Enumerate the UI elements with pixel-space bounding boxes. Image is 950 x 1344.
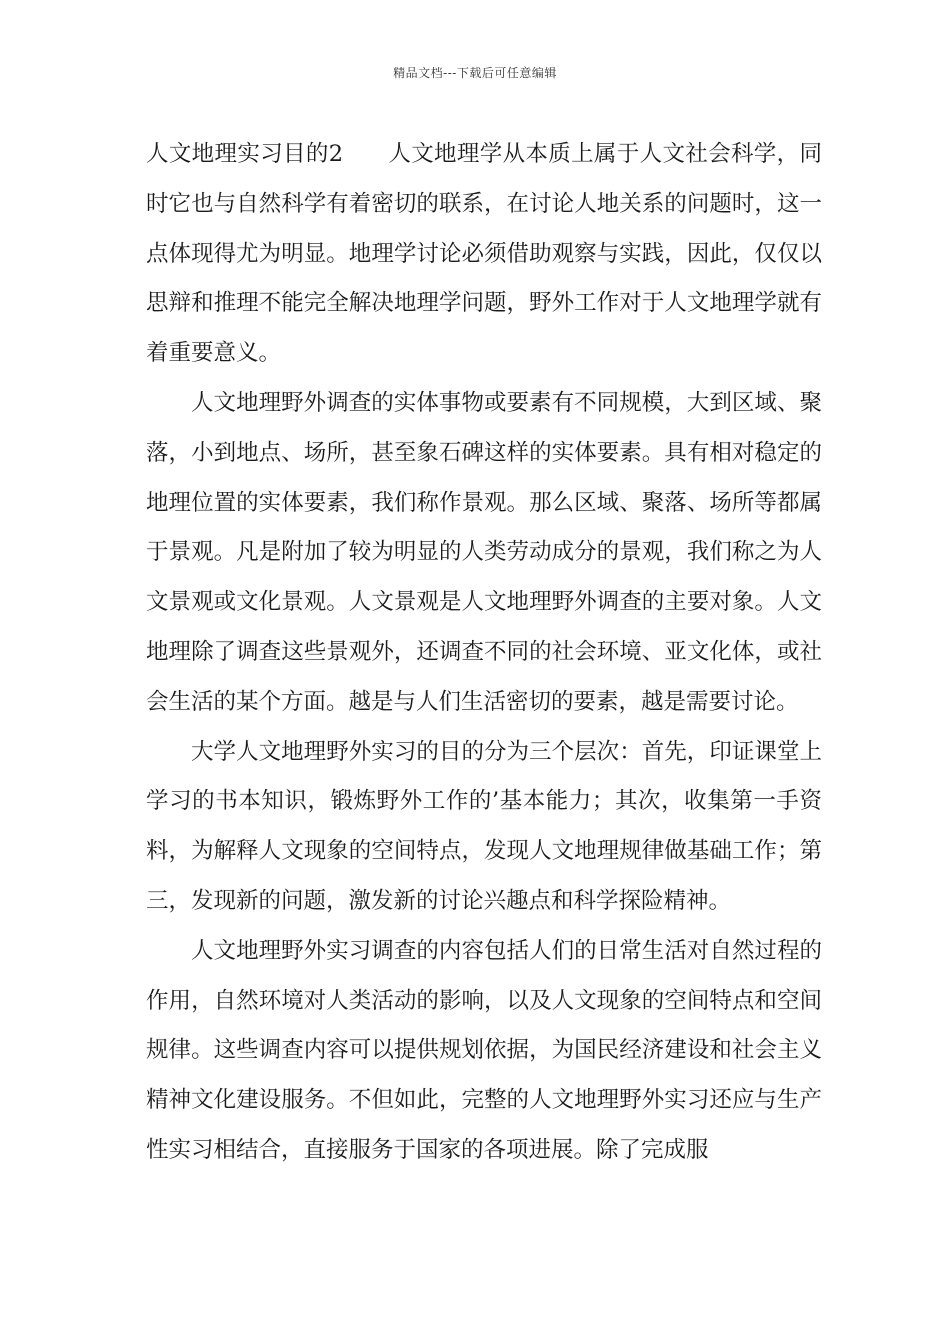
document-heading: 人文地理实习目的2 [146, 141, 344, 167]
paragraph-3: 大学人文地理野外实习的目的分为三个层次：首先，印证课堂上学习的书本知识，锻炼野外工作的’基本能力；其次，收集第一手资料，为解释人文现象的空间特点，发现人文地理规律做基础工作；第三，发现新的问题，激发新的讨论兴趣点和科学探险精神。 [146, 738, 822, 914]
paragraph-1 [146, 130, 822, 379]
paragraph-1-text: 人文地理学从本质上属于人文社会科学，同时它也与自然科学有着密切的联系，在讨论人地关系的问题时，这一点体现得尤为明显。地理学讨论必须借助观察与实践，因此，仅仅以思辩和推理不能完全解决地理学问题，野外工作对于人文地理学就有着重要意义。 [146, 141, 822, 367]
paragraph-2: 人文地理野外调查的实体事物或要素有不同规模，大到区域、聚落，小到地点、场所，甚至象石碑这样的实体要素。具有相对稳定的地理位置的实体要素，我们称作景观。那么区域、聚落、场所等都属于景观。凡是附加了较为明显的人类劳动成分的景观，我们称之为人文景观或文化景观。人文景观是人文地理野外调查的主要对象。人文地理除了调查这些景观外，还调查不同的社会环境、亚文化体，或社会生活的某个方面。越是与人们生活密切的要素，越是需要讨论。 [146, 389, 822, 715]
page-header: 精品文档---下载后可任意编辑 [393, 66, 557, 80]
paragraph-4: 人文地理野外实习调查的内容包括人们的日常生活对自然过程的作用，自然环境对人类活动的影响，以及人文现象的空间特点和空间规律。这些调查内容可以提供规划依据，为国民经济建设和社会主义精神文化建设服务。不但如此，完整的人文地理野外实习还应与生产性实习相结合，直接服务于国家的各项进展。除了完成服 [146, 937, 822, 1163]
document-body [146, 130, 822, 1176]
